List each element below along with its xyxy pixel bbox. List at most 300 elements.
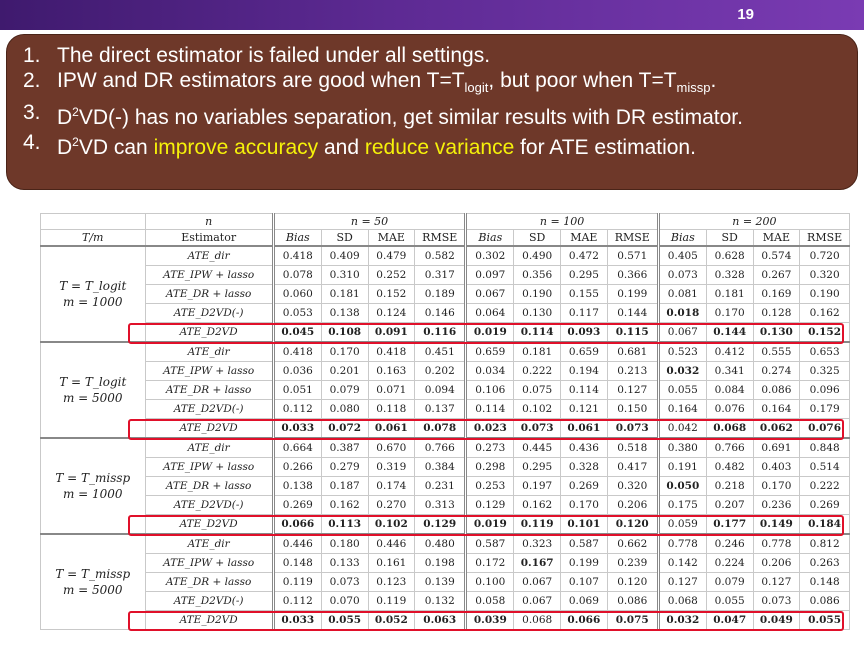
value-cell: 0.152 xyxy=(368,285,415,304)
estimator-name: ATE_D2VD xyxy=(145,515,273,535)
sample-size-label: m = 1000 xyxy=(62,295,123,309)
value-cell: 0.144 xyxy=(607,304,658,323)
group-header: n = 100 xyxy=(466,214,659,230)
value-cell: 0.812 xyxy=(800,534,850,554)
value-cell: 0.328 xyxy=(561,458,608,477)
value-cell: 0.075 xyxy=(607,611,658,630)
note-item xyxy=(23,68,843,100)
value-cell: 0.086 xyxy=(753,381,800,400)
table-row xyxy=(41,381,850,400)
value-cell: 0.078 xyxy=(273,266,321,285)
value-cell: 0.112 xyxy=(273,592,321,611)
value-cell: 0.169 xyxy=(753,285,800,304)
value-cell: 0.019 xyxy=(466,515,514,535)
results-table-wrapper xyxy=(40,213,850,626)
note-number: 1. xyxy=(23,44,41,67)
note-text: VD can xyxy=(78,136,154,160)
table-row xyxy=(41,554,850,573)
estimator-name: ATE_dir xyxy=(145,342,273,362)
estimator-name: ATE_D2VD xyxy=(145,419,273,439)
estimator-name: ATE_IPW + lasso xyxy=(145,362,273,381)
value-cell: 0.071 xyxy=(368,381,415,400)
value-cell: 0.146 xyxy=(415,304,466,323)
metric-header: MAE xyxy=(753,230,800,247)
value-cell: 0.119 xyxy=(273,573,321,592)
value-cell: 0.194 xyxy=(561,362,608,381)
header-cell xyxy=(41,214,146,230)
value-cell: 0.180 xyxy=(321,534,368,554)
note-number: 2. xyxy=(23,69,41,92)
value-cell: 0.068 xyxy=(514,611,561,630)
value-cell: 0.187 xyxy=(321,477,368,496)
value-cell: 0.042 xyxy=(658,419,706,439)
table-row xyxy=(41,419,850,439)
value-cell: 0.270 xyxy=(368,496,415,515)
value-cell: 0.114 xyxy=(561,381,608,400)
value-cell: 0.405 xyxy=(658,246,706,266)
value-cell: 0.320 xyxy=(800,266,850,285)
value-cell: 0.094 xyxy=(415,381,466,400)
value-cell: 0.116 xyxy=(415,323,466,343)
value-cell: 0.302 xyxy=(466,246,514,266)
value-cell: 0.574 xyxy=(753,246,800,266)
value-cell: 0.263 xyxy=(800,554,850,573)
table-row xyxy=(41,246,850,266)
value-cell: 0.231 xyxy=(415,477,466,496)
value-cell: 0.101 xyxy=(561,515,608,535)
value-cell: 0.033 xyxy=(273,611,321,630)
value-cell: 0.032 xyxy=(658,362,706,381)
metric-header: SD xyxy=(321,230,368,247)
highlight-text: improve accuracy xyxy=(153,136,319,160)
subscript: logit xyxy=(464,80,489,96)
value-cell: 0.659 xyxy=(561,342,608,362)
value-cell: 0.170 xyxy=(561,496,608,515)
title-bar xyxy=(0,0,864,30)
metric-header: RMSE xyxy=(607,230,658,247)
note-number: 3. xyxy=(23,101,41,125)
estimator-name: ATE_DR + lasso xyxy=(145,573,273,592)
value-cell: 0.295 xyxy=(514,458,561,477)
table-row xyxy=(41,362,850,381)
value-cell: 0.055 xyxy=(658,381,706,400)
setting-cell xyxy=(41,534,146,630)
value-cell: 0.325 xyxy=(800,362,850,381)
value-cell: 0.137 xyxy=(415,400,466,419)
value-cell: 0.062 xyxy=(753,419,800,439)
value-cell: 0.055 xyxy=(800,611,850,630)
value-cell: 0.162 xyxy=(321,496,368,515)
value-cell: 0.518 xyxy=(607,438,658,458)
value-cell: 0.246 xyxy=(706,534,753,554)
value-cell: 0.034 xyxy=(466,362,514,381)
header-tm: T/m xyxy=(41,230,146,247)
value-cell: 0.130 xyxy=(514,304,561,323)
value-cell: 0.628 xyxy=(706,246,753,266)
value-cell: 0.114 xyxy=(514,323,561,343)
estimator-name: ATE_DR + lasso xyxy=(145,285,273,304)
value-cell: 0.206 xyxy=(753,554,800,573)
value-cell: 0.778 xyxy=(753,534,800,554)
table-row xyxy=(41,342,850,362)
value-cell: 0.252 xyxy=(368,266,415,285)
value-cell: 0.063 xyxy=(415,611,466,630)
value-cell: 0.164 xyxy=(753,400,800,419)
value-cell: 0.148 xyxy=(800,573,850,592)
value-cell: 0.112 xyxy=(273,400,321,419)
value-cell: 0.081 xyxy=(658,285,706,304)
value-cell: 0.207 xyxy=(706,496,753,515)
table-row xyxy=(41,323,850,343)
value-cell: 0.097 xyxy=(466,266,514,285)
value-cell: 0.670 xyxy=(368,438,415,458)
value-cell: 0.150 xyxy=(607,400,658,419)
table-row xyxy=(41,592,850,611)
value-cell: 0.202 xyxy=(415,362,466,381)
value-cell: 0.096 xyxy=(800,381,850,400)
value-cell: 0.445 xyxy=(514,438,561,458)
value-cell: 0.190 xyxy=(514,285,561,304)
metric-header: MAE xyxy=(561,230,608,247)
value-cell: 0.319 xyxy=(368,458,415,477)
value-cell: 0.418 xyxy=(273,246,321,266)
value-cell: 0.058 xyxy=(466,592,514,611)
header-row-metrics xyxy=(41,230,850,247)
table-row xyxy=(41,611,850,630)
value-cell: 0.051 xyxy=(273,381,321,400)
value-cell: 0.181 xyxy=(514,342,561,362)
table-row xyxy=(41,496,850,515)
value-cell: 0.199 xyxy=(561,554,608,573)
value-cell: 0.039 xyxy=(466,611,514,630)
sample-size-label: m = 5000 xyxy=(62,391,123,405)
value-cell: 0.198 xyxy=(415,554,466,573)
value-cell: 0.482 xyxy=(706,458,753,477)
value-cell: 0.269 xyxy=(273,496,321,515)
value-cell: 0.055 xyxy=(706,592,753,611)
value-cell: 0.239 xyxy=(607,554,658,573)
setting-label: T = T_missp xyxy=(55,471,131,485)
value-cell: 0.201 xyxy=(321,362,368,381)
value-cell: 0.659 xyxy=(466,342,514,362)
value-cell: 0.114 xyxy=(466,400,514,419)
value-cell: 0.102 xyxy=(514,400,561,419)
value-cell: 0.067 xyxy=(514,592,561,611)
value-cell: 0.472 xyxy=(561,246,608,266)
value-cell: 0.387 xyxy=(321,438,368,458)
value-cell: 0.720 xyxy=(800,246,850,266)
value-cell: 0.107 xyxy=(561,573,608,592)
value-cell: 0.120 xyxy=(607,515,658,535)
value-cell: 0.253 xyxy=(466,477,514,496)
note-number: 4. xyxy=(23,131,41,155)
value-cell: 0.184 xyxy=(800,515,850,535)
value-cell: 0.167 xyxy=(514,554,561,573)
value-cell: 0.189 xyxy=(415,285,466,304)
value-cell: 0.451 xyxy=(415,342,466,362)
value-cell: 0.766 xyxy=(415,438,466,458)
value-cell: 0.119 xyxy=(514,515,561,535)
value-cell: 0.124 xyxy=(368,304,415,323)
estimator-name: ATE_D2VD(-) xyxy=(145,304,273,323)
note-text: D xyxy=(57,106,73,130)
value-cell: 0.060 xyxy=(273,285,321,304)
metric-header: RMSE xyxy=(800,230,850,247)
value-cell: 0.032 xyxy=(658,611,706,630)
note-text: . xyxy=(710,69,717,92)
value-cell: 0.190 xyxy=(800,285,850,304)
table-row xyxy=(41,400,850,419)
superscript: 2 xyxy=(72,135,79,150)
value-cell: 0.067 xyxy=(658,323,706,343)
value-cell: 0.055 xyxy=(321,611,368,630)
value-cell: 0.587 xyxy=(561,534,608,554)
value-cell: 0.138 xyxy=(321,304,368,323)
value-cell: 0.356 xyxy=(514,266,561,285)
value-cell: 0.310 xyxy=(321,266,368,285)
group-header: n = 50 xyxy=(273,214,466,230)
value-cell: 0.133 xyxy=(321,554,368,573)
table-row xyxy=(41,304,850,323)
note-item xyxy=(23,43,843,68)
value-cell: 0.766 xyxy=(706,438,753,458)
value-cell: 0.049 xyxy=(753,611,800,630)
value-cell: 0.068 xyxy=(706,419,753,439)
value-cell: 0.152 xyxy=(800,323,850,343)
value-cell: 0.128 xyxy=(753,304,800,323)
estimator-name: ATE_dir xyxy=(145,438,273,458)
value-cell: 0.206 xyxy=(607,496,658,515)
value-cell: 0.222 xyxy=(800,477,850,496)
header-estimator: Estimator xyxy=(145,230,273,247)
value-cell: 0.320 xyxy=(607,477,658,496)
value-cell: 0.045 xyxy=(273,323,321,343)
setting-cell xyxy=(41,246,146,342)
metric-header: Bias xyxy=(466,230,514,247)
metric-header: RMSE xyxy=(415,230,466,247)
value-cell: 0.079 xyxy=(706,573,753,592)
value-cell: 0.139 xyxy=(415,573,466,592)
note-text: The direct estimator is failed under all settings. xyxy=(57,44,491,67)
value-cell: 0.086 xyxy=(800,592,850,611)
value-cell: 0.267 xyxy=(753,266,800,285)
value-cell: 0.138 xyxy=(273,477,321,496)
value-cell: 0.078 xyxy=(415,419,466,439)
value-cell: 0.653 xyxy=(800,342,850,362)
value-cell: 0.236 xyxy=(753,496,800,515)
value-cell: 0.418 xyxy=(368,342,415,362)
value-cell: 0.149 xyxy=(753,515,800,535)
header-n: n xyxy=(145,214,273,230)
value-cell: 0.066 xyxy=(561,611,608,630)
value-cell: 0.587 xyxy=(466,534,514,554)
value-cell: 0.664 xyxy=(273,438,321,458)
metric-header: Bias xyxy=(658,230,706,247)
note-text: , but poor when T=T xyxy=(488,69,677,92)
note-text: VD(-) has no variables separation, get similar results with DR estimator. xyxy=(78,106,743,130)
value-cell: 0.269 xyxy=(800,496,850,515)
value-cell: 0.061 xyxy=(368,419,415,439)
value-cell: 0.177 xyxy=(706,515,753,535)
value-cell: 0.224 xyxy=(706,554,753,573)
estimator-name: ATE_IPW + lasso xyxy=(145,266,273,285)
value-cell: 0.123 xyxy=(368,573,415,592)
value-cell: 0.172 xyxy=(466,554,514,573)
estimator-name: ATE_D2VD xyxy=(145,611,273,630)
value-cell: 0.073 xyxy=(321,573,368,592)
value-cell: 0.161 xyxy=(368,554,415,573)
value-cell: 0.328 xyxy=(706,266,753,285)
estimator-name: ATE_D2VD(-) xyxy=(145,592,273,611)
value-cell: 0.106 xyxy=(466,381,514,400)
value-cell: 0.218 xyxy=(706,477,753,496)
value-cell: 0.523 xyxy=(658,342,706,362)
value-cell: 0.179 xyxy=(800,400,850,419)
note-text: D xyxy=(57,136,73,160)
value-cell: 0.148 xyxy=(273,554,321,573)
value-cell: 0.175 xyxy=(658,496,706,515)
metric-header: MAE xyxy=(368,230,415,247)
value-cell: 0.067 xyxy=(466,285,514,304)
value-cell: 0.222 xyxy=(514,362,561,381)
value-cell: 0.164 xyxy=(658,400,706,419)
metric-header: SD xyxy=(514,230,561,247)
note-text: IPW and DR estimators are good when T=T xyxy=(57,69,465,92)
value-cell: 0.023 xyxy=(466,419,514,439)
value-cell: 0.571 xyxy=(607,246,658,266)
value-cell: 0.170 xyxy=(321,342,368,362)
value-cell: 0.269 xyxy=(561,477,608,496)
value-cell: 0.191 xyxy=(658,458,706,477)
value-cell: 0.100 xyxy=(466,573,514,592)
value-cell: 0.279 xyxy=(321,458,368,477)
value-cell: 0.162 xyxy=(800,304,850,323)
value-cell: 0.490 xyxy=(514,246,561,266)
value-cell: 0.412 xyxy=(706,342,753,362)
value-cell: 0.079 xyxy=(321,381,368,400)
sample-size-label: m = 5000 xyxy=(62,583,123,597)
value-cell: 0.418 xyxy=(273,342,321,362)
value-cell: 0.113 xyxy=(321,515,368,535)
value-cell: 0.409 xyxy=(321,246,368,266)
estimator-name: ATE_dir xyxy=(145,246,273,266)
note-item xyxy=(23,100,843,130)
value-cell: 0.555 xyxy=(753,342,800,362)
value-cell: 0.073 xyxy=(753,592,800,611)
value-cell: 0.403 xyxy=(753,458,800,477)
value-cell: 0.129 xyxy=(466,496,514,515)
value-cell: 0.080 xyxy=(321,400,368,419)
estimator-name: ATE_IPW + lasso xyxy=(145,554,273,573)
value-cell: 0.313 xyxy=(415,496,466,515)
value-cell: 0.033 xyxy=(273,419,321,439)
value-cell: 0.197 xyxy=(514,477,561,496)
value-cell: 0.174 xyxy=(368,477,415,496)
value-cell: 0.181 xyxy=(706,285,753,304)
value-cell: 0.084 xyxy=(706,381,753,400)
value-cell: 0.155 xyxy=(561,285,608,304)
value-cell: 0.142 xyxy=(658,554,706,573)
value-cell: 0.050 xyxy=(658,477,706,496)
value-cell: 0.052 xyxy=(368,611,415,630)
value-cell: 0.130 xyxy=(753,323,800,343)
value-cell: 0.295 xyxy=(561,266,608,285)
value-cell: 0.073 xyxy=(607,419,658,439)
setting-cell xyxy=(41,342,146,438)
note-text: for ATE estimation. xyxy=(514,136,696,160)
value-cell: 0.036 xyxy=(273,362,321,381)
value-cell: 0.514 xyxy=(800,458,850,477)
value-cell: 0.086 xyxy=(607,592,658,611)
setting-label: T = T_logit xyxy=(59,375,127,389)
subscript: missp xyxy=(676,80,711,96)
value-cell: 0.170 xyxy=(706,304,753,323)
estimator-name: ATE_DR + lasso xyxy=(145,477,273,496)
value-cell: 0.068 xyxy=(658,592,706,611)
value-cell: 0.019 xyxy=(466,323,514,343)
page-number: 19 xyxy=(737,6,754,23)
value-cell: 0.323 xyxy=(514,534,561,554)
value-cell: 0.366 xyxy=(607,266,658,285)
setting-label: T = T_missp xyxy=(55,567,131,581)
value-cell: 0.047 xyxy=(706,611,753,630)
value-cell: 0.119 xyxy=(368,592,415,611)
value-cell: 0.066 xyxy=(273,515,321,535)
value-cell: 0.163 xyxy=(368,362,415,381)
value-cell: 0.380 xyxy=(658,438,706,458)
metric-header: Bias xyxy=(273,230,321,247)
value-cell: 0.691 xyxy=(753,438,800,458)
setting-label: T = T_logit xyxy=(59,279,127,293)
value-cell: 0.093 xyxy=(561,323,608,343)
value-cell: 0.317 xyxy=(415,266,466,285)
value-cell: 0.117 xyxy=(561,304,608,323)
value-cell: 0.266 xyxy=(273,458,321,477)
value-cell: 0.298 xyxy=(466,458,514,477)
value-cell: 0.127 xyxy=(753,573,800,592)
estimator-name: ATE_IPW + lasso xyxy=(145,458,273,477)
value-cell: 0.480 xyxy=(415,534,466,554)
value-cell: 0.115 xyxy=(607,323,658,343)
value-cell: 0.076 xyxy=(800,419,850,439)
estimator-name: ATE_dir xyxy=(145,534,273,554)
table-row xyxy=(41,534,850,554)
value-cell: 0.273 xyxy=(466,438,514,458)
value-cell: 0.129 xyxy=(415,515,466,535)
header-row-groups xyxy=(41,214,850,230)
value-cell: 0.582 xyxy=(415,246,466,266)
results-table xyxy=(40,213,850,630)
sample-size-label: m = 1000 xyxy=(62,487,123,501)
value-cell: 0.102 xyxy=(368,515,415,535)
value-cell: 0.118 xyxy=(368,400,415,419)
summary-box xyxy=(6,34,858,190)
value-cell: 0.162 xyxy=(514,496,561,515)
table-row xyxy=(41,438,850,458)
table-row xyxy=(41,285,850,304)
note-text: and xyxy=(318,136,365,160)
value-cell: 0.076 xyxy=(706,400,753,419)
value-cell: 0.073 xyxy=(658,266,706,285)
value-cell: 0.274 xyxy=(753,362,800,381)
value-cell: 0.053 xyxy=(273,304,321,323)
value-cell: 0.132 xyxy=(415,592,466,611)
value-cell: 0.213 xyxy=(607,362,658,381)
setting-cell xyxy=(41,438,146,534)
note-item xyxy=(23,130,843,160)
value-cell: 0.446 xyxy=(273,534,321,554)
table-row xyxy=(41,266,850,285)
